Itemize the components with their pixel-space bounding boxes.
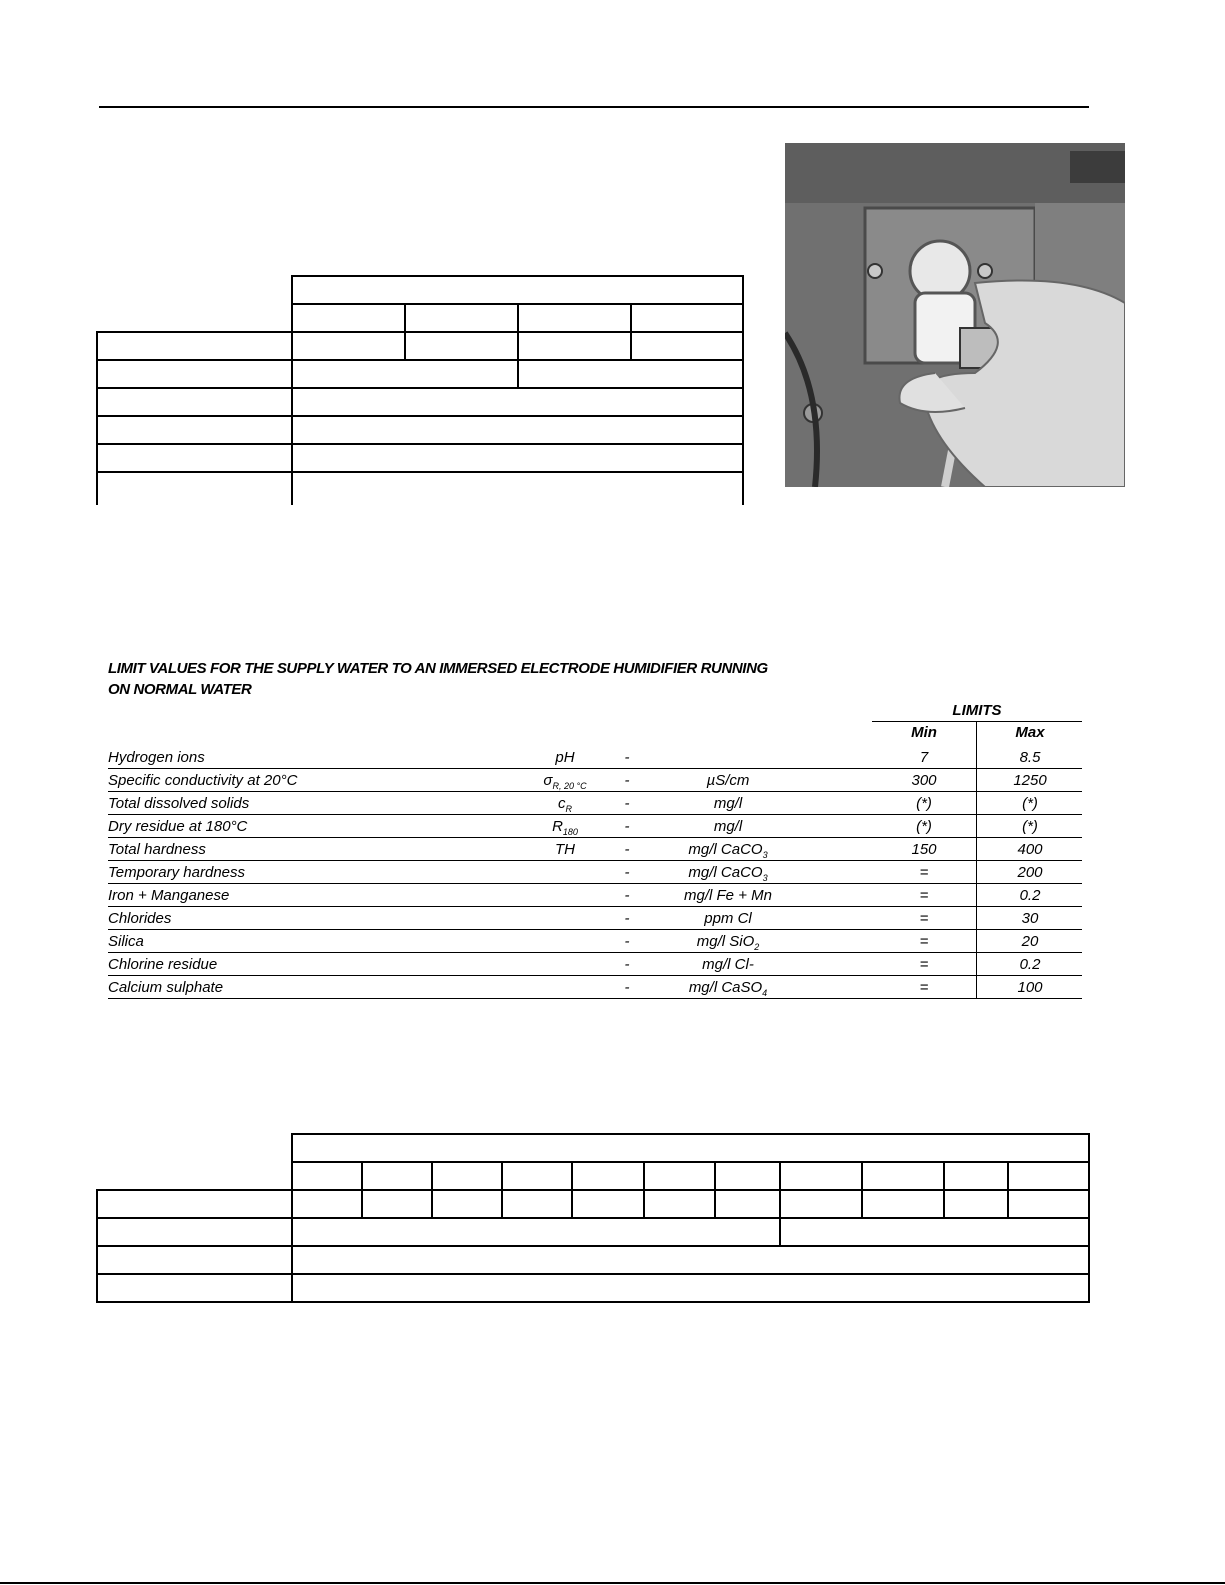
unit: mg/l CaSO$_4$ (688, 979, 768, 998)
table-cell (292, 332, 405, 360)
parameter-name: Iron + Manganese (108, 887, 230, 904)
table-cell (432, 1162, 502, 1190)
max-value: 20 (1021, 933, 1039, 950)
divider (976, 976, 977, 998)
unit: mg/l (713, 818, 743, 835)
table-cell (1008, 1162, 1089, 1190)
limit-table-header (108, 700, 1082, 746)
table-cell (862, 1162, 944, 1190)
parameter-name: Total dissolved solids (108, 795, 250, 812)
parameter-name: Chlorides (108, 910, 172, 927)
divider (976, 907, 977, 929)
table-cell (572, 1162, 644, 1190)
separator-dash: - (624, 864, 630, 881)
unit: mg/l CaCO$_3$ (688, 864, 768, 883)
separator-dash: - (624, 887, 630, 904)
table-cell (292, 1246, 1089, 1274)
table-cell (292, 304, 405, 332)
footer-rule (0, 1582, 1225, 1584)
parameter-name: Specific conductivity at 20°C (108, 772, 298, 789)
table-row (108, 792, 1082, 815)
table-cell (1008, 1190, 1089, 1218)
table-cell (862, 1190, 944, 1218)
table-cell (97, 360, 292, 388)
table-cell (518, 360, 743, 388)
max-value: 0.2 (1019, 956, 1041, 973)
divider (976, 769, 977, 791)
unit: mg/l SiO$_2$ (696, 933, 760, 952)
parameter-symbol: $c_R$ (558, 795, 572, 814)
table-cell (780, 1162, 862, 1190)
max-value: 8.5 (1019, 749, 1041, 766)
min-value: = (919, 887, 929, 904)
parameter-symbol: TH (555, 841, 575, 858)
divider (976, 838, 977, 860)
hand-fitting-illustration (785, 143, 1125, 487)
divider (976, 861, 977, 883)
separator-dash: - (624, 933, 630, 950)
table-row (108, 769, 1082, 792)
water-connection-photo (785, 143, 1125, 487)
unit: mg/l Fe + Mn (684, 887, 772, 904)
separator-dash: - (624, 910, 630, 927)
divider (976, 721, 977, 746)
parameter-name: Chlorine residue (108, 956, 218, 973)
table-cell (292, 1274, 1089, 1302)
parameter-name: Hydrogen ions (108, 749, 205, 766)
table-cell (97, 416, 292, 444)
table-cell (405, 332, 518, 360)
unit: mg/l (713, 795, 743, 812)
limits-header: LIMITS (952, 702, 1002, 719)
table-cell (292, 1218, 780, 1246)
separator-dash: - (624, 772, 630, 789)
table-cell (518, 304, 631, 332)
min-value: 300 (911, 772, 937, 789)
upper-empty-table (96, 275, 744, 505)
parameter-name: Dry residue at 180°C (108, 818, 248, 835)
unit: µS/cm (706, 772, 750, 789)
unit: mg/l Cl- (702, 956, 754, 973)
table-cell (97, 1190, 292, 1218)
divider (976, 746, 977, 768)
min-value: = (919, 910, 929, 927)
separator-dash: - (624, 818, 630, 835)
table-cell (631, 304, 743, 332)
table-cell (292, 1162, 362, 1190)
table-cell (502, 1162, 572, 1190)
separator-dash: - (624, 841, 630, 858)
divider (976, 953, 977, 975)
table-cell (715, 1190, 780, 1218)
limit-table-body (108, 746, 1082, 999)
table-cell (502, 1190, 572, 1218)
table-cell (292, 360, 518, 388)
divider (976, 792, 977, 814)
title-line-1: LIMIT VALUES FOR THE SUPPLY WATER TO AN IMMERSED ELECTRODE HUMIDIFIER RUNNING (108, 660, 768, 677)
table-row (108, 976, 1082, 999)
max-value: (*) (1022, 818, 1038, 835)
divider (976, 884, 977, 906)
table-cell (644, 1190, 715, 1218)
table-cell (644, 1162, 715, 1190)
table-row (108, 861, 1082, 884)
table-cell (292, 1134, 1089, 1162)
parameter-symbol: $R_{180}$ (552, 818, 578, 837)
min-value: 150 (911, 841, 937, 858)
parameter-name: Temporary hardness (108, 864, 246, 881)
min-value: 7 (919, 749, 929, 766)
table-cell (780, 1218, 1089, 1246)
table-row (108, 953, 1082, 976)
min-value: = (919, 864, 929, 881)
table-cell (97, 1218, 292, 1246)
table-row (108, 930, 1082, 953)
table-row (108, 907, 1082, 930)
table-cell (362, 1162, 432, 1190)
unit: mg/l CaCO$_3$ (688, 841, 768, 860)
table-cell (572, 1190, 644, 1218)
parameter-name: Silica (108, 933, 144, 950)
table-cell (780, 1190, 862, 1218)
max-value: 30 (1021, 910, 1039, 927)
separator-dash: - (624, 956, 630, 973)
limit-values-table (108, 700, 1082, 999)
max-value: 200 (1017, 864, 1043, 881)
table-cell (944, 1190, 1008, 1218)
table-cell (292, 444, 743, 472)
table-cell (292, 472, 743, 505)
parameter-symbol: pH (555, 749, 575, 766)
max-value: 0.2 (1019, 887, 1041, 904)
parameter-name: Total hardness (108, 841, 206, 858)
table-cell (405, 304, 518, 332)
separator-dash: - (624, 749, 630, 766)
min-value: = (919, 956, 929, 973)
title-line-2: ON NORMAL WATER (108, 681, 252, 698)
min-value: = (919, 933, 929, 950)
table-row (108, 838, 1082, 861)
table-cell (362, 1190, 432, 1218)
table-row (108, 815, 1082, 838)
min-header: Min (911, 724, 937, 741)
min-value: (*) (916, 795, 932, 812)
max-value: 400 (1017, 841, 1043, 858)
max-value: (*) (1022, 795, 1038, 812)
divider (976, 930, 977, 952)
table-cell (292, 388, 743, 416)
divider (976, 815, 977, 837)
table-row (108, 884, 1082, 907)
table-cell (432, 1190, 502, 1218)
table-cell (97, 1246, 292, 1274)
table-cell (97, 444, 292, 472)
max-value: 1250 (1013, 772, 1047, 789)
separator-dash: - (624, 795, 630, 812)
table-cell (292, 416, 743, 444)
divider (872, 721, 1082, 722)
unit: ppm Cl (704, 910, 752, 927)
table-cell (292, 1190, 362, 1218)
table-cell (97, 388, 292, 416)
table-cell (944, 1162, 1008, 1190)
table-row (108, 746, 1082, 769)
table-cell (631, 332, 743, 360)
parameter-symbol: $\sigma_{R, 20 ^\circ C}$ (543, 772, 587, 791)
min-value: = (919, 979, 929, 996)
parameter-name: Calcium sulphate (108, 979, 224, 996)
max-header: Max (1015, 724, 1045, 741)
table-cell (97, 1274, 292, 1302)
table-cell (518, 332, 631, 360)
table-cell (715, 1162, 780, 1190)
min-value: (*) (916, 818, 932, 835)
separator-dash: - (624, 979, 630, 996)
table-cell (97, 472, 292, 505)
table-cell (97, 332, 292, 360)
table-cell (292, 276, 743, 304)
lower-empty-table (96, 1133, 1090, 1303)
max-value: 100 (1017, 979, 1043, 996)
header-rule (99, 106, 1089, 108)
limit-values-title (108, 658, 768, 700)
